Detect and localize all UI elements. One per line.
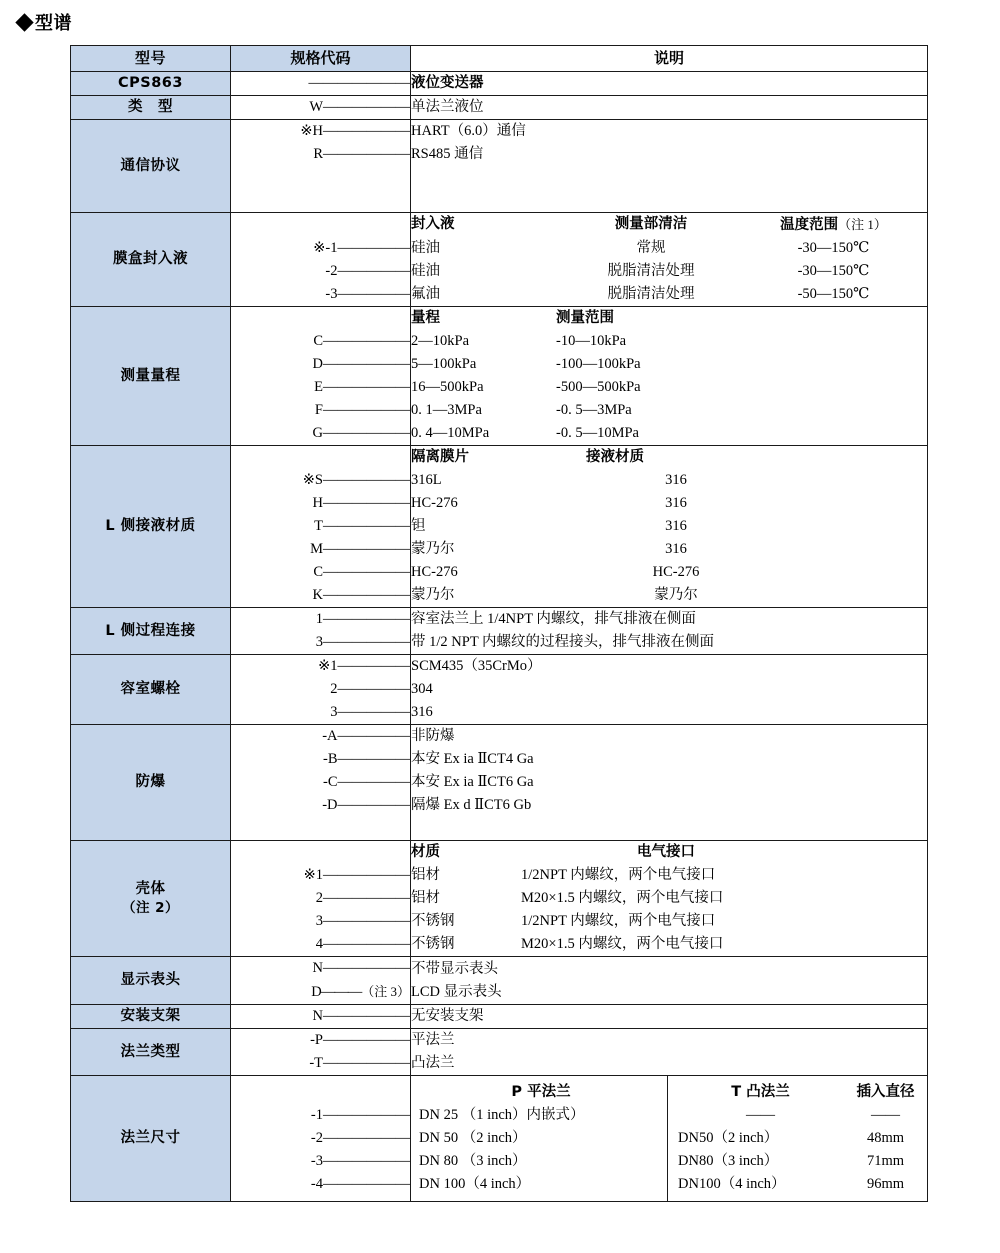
data-row [411, 492, 927, 515]
row-desc-model [411, 72, 928, 96]
desc-text: 单法兰液位 [411, 99, 484, 115]
data-row [678, 1127, 923, 1150]
row-desc-wetted [411, 446, 928, 608]
cell-clean: 脱脂清洁处理 [607, 263, 695, 279]
table-row-bolts [71, 655, 928, 725]
spacer [231, 307, 410, 330]
cell-fluid: 硅油 [411, 240, 440, 256]
row-code-bracket [231, 1005, 411, 1029]
desc-text: LCD 显示表头 [411, 983, 502, 1000]
data-row [411, 584, 927, 607]
code-dash: -C————— [323, 774, 410, 790]
spacer [231, 166, 410, 189]
row-desc-flange-type [411, 1029, 928, 1076]
desc-text: 液位变送器 [411, 75, 484, 91]
flange-size-split [411, 1076, 927, 1201]
row-label-housing [71, 841, 231, 957]
section-title [18, 9, 72, 35]
cell-span: 0. 1—3MPa [411, 402, 482, 418]
code-dash: N—————— [312, 960, 410, 976]
data-row [678, 1104, 923, 1127]
desc-text: 本安 Ex ia ⅡCT4 Ga [411, 751, 534, 767]
diamond-bullet-icon [15, 13, 33, 31]
code-dash: C—————— [313, 564, 410, 580]
row-desc-protocol [411, 120, 928, 213]
label-text: 壳体 [135, 881, 166, 897]
desc-text: 容室法兰上 1/4NPT 内螺纹，排气排液在侧面 [411, 611, 696, 627]
spacer [231, 214, 410, 237]
subheader-insert-dia: 插入直径 [856, 1084, 915, 1100]
spacer [231, 189, 410, 212]
cell-insert: 48mm [866, 1130, 905, 1146]
row-label-explosion: 防爆 [71, 725, 231, 841]
spacer [231, 841, 410, 864]
code-dash: -P—————— [310, 1032, 410, 1048]
subheader-material: 材质 [411, 844, 440, 860]
data-row [411, 561, 927, 584]
desc-text: 非防爆 [411, 728, 455, 744]
code-dash: H—————— [312, 495, 410, 511]
row-label-display: 显示表头 [71, 957, 231, 1005]
code-dash: 1—————— [315, 611, 410, 627]
row-label-protocol: 通信协议 [71, 120, 231, 213]
code-dash: 3—————— [315, 634, 410, 650]
data-row [678, 1150, 923, 1173]
cell-flat: DN 100（4 inch） [419, 1176, 531, 1192]
spacer [411, 189, 927, 212]
subheader-row [678, 1081, 923, 1104]
code-dash: ※1—————— [303, 867, 410, 883]
data-row [411, 330, 927, 353]
row-desc-bolts [411, 655, 928, 725]
row-label-bolts: 容室螺栓 [71, 655, 231, 725]
subheader-fluid: 封入液 [411, 216, 455, 232]
desc-text: 304 [411, 681, 433, 697]
table-row-wetted [71, 446, 928, 608]
desc-text: 平法兰 [411, 1032, 455, 1048]
section-title-text: 型谱 [35, 13, 72, 34]
code-dash: ※1————— [318, 658, 410, 674]
data-row [411, 887, 927, 910]
row-code-range [231, 307, 411, 446]
subheader-flat-flange: P 平法兰 [511, 1084, 571, 1100]
cell-span: 2—10kPa [411, 333, 469, 349]
code-dash: 3————— [330, 704, 410, 720]
row-desc-display [411, 957, 928, 1005]
data-row [411, 933, 927, 956]
code-dash: 2————— [330, 681, 410, 697]
row-label-bracket: 安装支架 [71, 1005, 231, 1029]
code-dash: W—————— [309, 99, 410, 115]
subheader-row [411, 213, 927, 237]
cell-diaphragm: HC-276 [411, 495, 458, 511]
spacer [231, 1081, 410, 1104]
header-description: 说明 [411, 46, 928, 72]
table-row-flange-size [71, 1076, 928, 1202]
subheader-clean: 测量部清洁 [614, 216, 688, 232]
row-desc-flange-size [411, 1076, 928, 1202]
cell-span: 0. 4—10MPa [411, 425, 490, 441]
cell-insert: 71mm [866, 1153, 905, 1169]
subheader-row [411, 446, 927, 469]
desc-text: HART（6.0）通信 [411, 123, 526, 139]
table-row-type [71, 96, 928, 120]
cell-diaphragm: 316L [411, 472, 442, 488]
row-label-flange-size: 法兰尺寸 [71, 1076, 231, 1202]
cell-raised: DN50（2 inch） [678, 1130, 779, 1146]
desc-text: 隔爆 Ex d ⅡCT6 Gb [411, 797, 532, 813]
flange-flat-column [411, 1076, 667, 1201]
data-row [678, 1173, 923, 1196]
code-dash: ※H—————— [300, 123, 410, 139]
header-model: 型号 [71, 46, 231, 72]
table-row-display [71, 957, 928, 1005]
code-dash: ※S—————— [302, 472, 410, 488]
cell-fluid: 氟油 [411, 286, 440, 302]
row-desc-process-conn [411, 608, 928, 655]
cell-material: 铝材 [411, 890, 440, 906]
cell-clean: 脱脂清洁处理 [607, 286, 695, 302]
cell-material: 316 [665, 518, 687, 534]
table-header-row [71, 46, 928, 72]
data-row [411, 864, 927, 887]
row-code-explosion [231, 725, 411, 841]
cell-insert: —— [871, 1107, 900, 1123]
code-dash: 3—————— [315, 913, 410, 929]
cell-temp: -30—150℃ [797, 240, 870, 256]
row-label-model: CPS863 [71, 72, 231, 96]
row-code-flange-size [231, 1076, 411, 1202]
subheader-conn: 电气接口 [637, 844, 695, 860]
row-label-wetted: L 侧接液材质 [71, 446, 231, 608]
subheader-row [411, 307, 927, 330]
row-desc-bracket [411, 1005, 928, 1029]
cell-material: 蒙乃尔 [654, 587, 698, 603]
code-dash: D—————— [312, 356, 410, 372]
code-dash: -T—————— [309, 1055, 410, 1071]
table-row-process-conn [71, 608, 928, 655]
note-ref-1: （注 1） [838, 217, 887, 232]
cell-flat: DN 50 （2 inch） [419, 1130, 527, 1146]
row-code-flange-type [231, 1029, 411, 1076]
cell-raised: DN80（3 inch） [678, 1153, 779, 1169]
row-code-type [231, 96, 411, 120]
table-row-bracket [71, 1005, 928, 1029]
desc-text: 凸法兰 [411, 1055, 455, 1071]
table-row-housing [71, 841, 928, 957]
data-row [411, 376, 927, 399]
data-row [411, 260, 927, 283]
cell-material: HC-276 [652, 564, 700, 580]
row-desc-fill-fluid [411, 213, 928, 307]
cell-flat: DN 25 （1 inch）内嵌式） [419, 1107, 585, 1123]
code-dash: -1—————— [310, 1107, 410, 1123]
data-row [411, 237, 927, 260]
row-desc-housing [411, 841, 928, 957]
header-code: 规格代码 [231, 46, 411, 72]
table-row-flange-type [71, 1029, 928, 1076]
code-dash: -4—————— [310, 1176, 410, 1192]
row-label-fill-fluid: 膜盒封入液 [71, 213, 231, 307]
code-dash: T—————— [314, 518, 410, 534]
cell-material: 铝材 [411, 867, 440, 883]
desc-text: 不带显示表头 [411, 960, 498, 977]
cell-conn: M20×1.5 内螺纹，两个电气接口 [521, 936, 724, 952]
cell-fluid: 硅油 [411, 263, 440, 279]
cell-material: 316 [665, 541, 687, 557]
data-row [411, 399, 927, 422]
data-row [411, 538, 927, 561]
desc-text: 本安 Ex ia ⅡCT6 Ga [411, 774, 534, 790]
data-row [411, 469, 927, 492]
cell-span: 5—100kPa [411, 356, 477, 372]
cell-temp: -30—150℃ [797, 263, 870, 279]
cell-diaphragm: 钽 [411, 518, 426, 534]
code-dash: E—————— [314, 379, 410, 395]
row-code-fill-fluid [231, 213, 411, 307]
cell-limits: -100—100kPa [556, 356, 641, 372]
row-code-protocol [231, 120, 411, 213]
code-dash: -3—————— [310, 1153, 410, 1169]
subheader-diaphragm: 隔离膜片 [411, 449, 469, 465]
desc-text: 316 [411, 704, 433, 720]
subheader-span: 量程 [411, 310, 440, 326]
data-row [411, 515, 927, 538]
code-dash: -3————— [325, 285, 410, 302]
label-note: （注 2） [121, 899, 180, 916]
cell-raised: DN100（4 inch） [678, 1176, 786, 1192]
code-dash: 4—————— [315, 936, 410, 952]
row-code-bolts [231, 655, 411, 725]
row-desc-range [411, 307, 928, 446]
code-dash: -2—————— [310, 1130, 410, 1146]
flange-raised-column [667, 1076, 927, 1201]
row-desc-type [411, 96, 928, 120]
cell-temp: -50—150℃ [797, 286, 870, 302]
code-dash: -2————— [325, 262, 410, 279]
cell-conn: M20×1.5 内螺纹，两个电气接口 [521, 890, 724, 906]
cell-limits: -10—10kPa [556, 333, 627, 349]
data-row [411, 422, 927, 445]
cell-material: 不锈钢 [411, 913, 455, 929]
model-code-table [70, 45, 928, 1202]
desc-text: 无安装支架 [411, 1008, 484, 1024]
cell-material: 316 [665, 472, 687, 488]
code-dash: ——————— [308, 75, 410, 91]
spacer [231, 446, 410, 469]
code-dash: ※-1————— [313, 239, 410, 256]
cell-material: 不锈钢 [411, 936, 455, 952]
data-row [411, 910, 927, 933]
code-dash-with-note: D———（注 3） [311, 984, 410, 1000]
cell-limits: -0. 5—10MPa [556, 425, 639, 441]
table-row-fill-fluid [71, 213, 928, 307]
row-code-wetted [231, 446, 411, 608]
subheader-material: 接液材质 [586, 449, 644, 465]
data-row [411, 353, 927, 376]
code-dash: R—————— [313, 146, 410, 162]
desc-text: SCM435（35CrMo） [411, 658, 542, 674]
code-dash: G—————— [312, 425, 410, 441]
row-label-process-conn: L 侧过程连接 [71, 608, 231, 655]
row-desc-explosion [411, 725, 928, 841]
cell-diaphragm: HC-276 [411, 564, 458, 580]
row-code-housing [231, 841, 411, 957]
cell-conn: 1/2NPT 内螺纹，两个电气接口 [521, 913, 716, 929]
desc-text: 带 1/2 NPT 内螺纹的过程接头，排气排液在侧面 [411, 634, 715, 650]
cell-raised: —— [746, 1107, 775, 1123]
table-row-model [71, 72, 928, 96]
spacer [231, 817, 410, 840]
spacer [411, 817, 927, 840]
code-dash: C—————— [313, 333, 410, 349]
row-label-type: 类 型 [71, 96, 231, 120]
subheader-raised-flange: T 凸法兰 [731, 1084, 790, 1100]
cell-clean: 常规 [636, 240, 666, 256]
row-code-display [231, 957, 411, 1005]
cell-diaphragm: 蒙乃尔 [411, 541, 455, 557]
subheader-row [411, 841, 927, 864]
data-row [411, 283, 927, 306]
cell-diaphragm: 蒙乃尔 [411, 587, 455, 603]
code-dash: -A————— [322, 728, 410, 744]
cell-conn: 1/2NPT 内螺纹，两个电气接口 [521, 867, 716, 883]
code-dash: 2—————— [315, 890, 410, 906]
row-code-model [231, 72, 411, 96]
row-label-flange-type: 法兰类型 [71, 1029, 231, 1076]
row-code-process-conn [231, 608, 411, 655]
subheader-temp: 温度范围（注 1） [780, 217, 887, 233]
code-dash: -B————— [323, 751, 410, 767]
note-ref-3: （注 3） [361, 984, 410, 999]
cell-insert: 96mm [866, 1176, 905, 1192]
desc-text: RS485 通信 [411, 146, 484, 162]
cell-limits: -0. 5—3MPa [556, 402, 632, 418]
cell-limits: -500—500kPa [556, 379, 641, 395]
cell-material: 316 [665, 495, 687, 511]
cell-span: 16—500kPa [411, 379, 484, 395]
code-dash: K—————— [312, 587, 410, 603]
code-dash: M—————— [310, 541, 410, 557]
table-row-protocol [71, 120, 928, 213]
spacer [411, 166, 927, 189]
table-row-explosion [71, 725, 928, 841]
cell-flat: DN 80 （3 inch） [419, 1153, 527, 1169]
subheader-limits: 测量范围 [556, 310, 614, 326]
code-dash: N—————— [312, 1008, 410, 1024]
code-dash: -D————— [322, 797, 410, 813]
table-row-range [71, 307, 928, 446]
row-label-range: 测量量程 [71, 307, 231, 446]
code-dash: F—————— [314, 402, 410, 418]
